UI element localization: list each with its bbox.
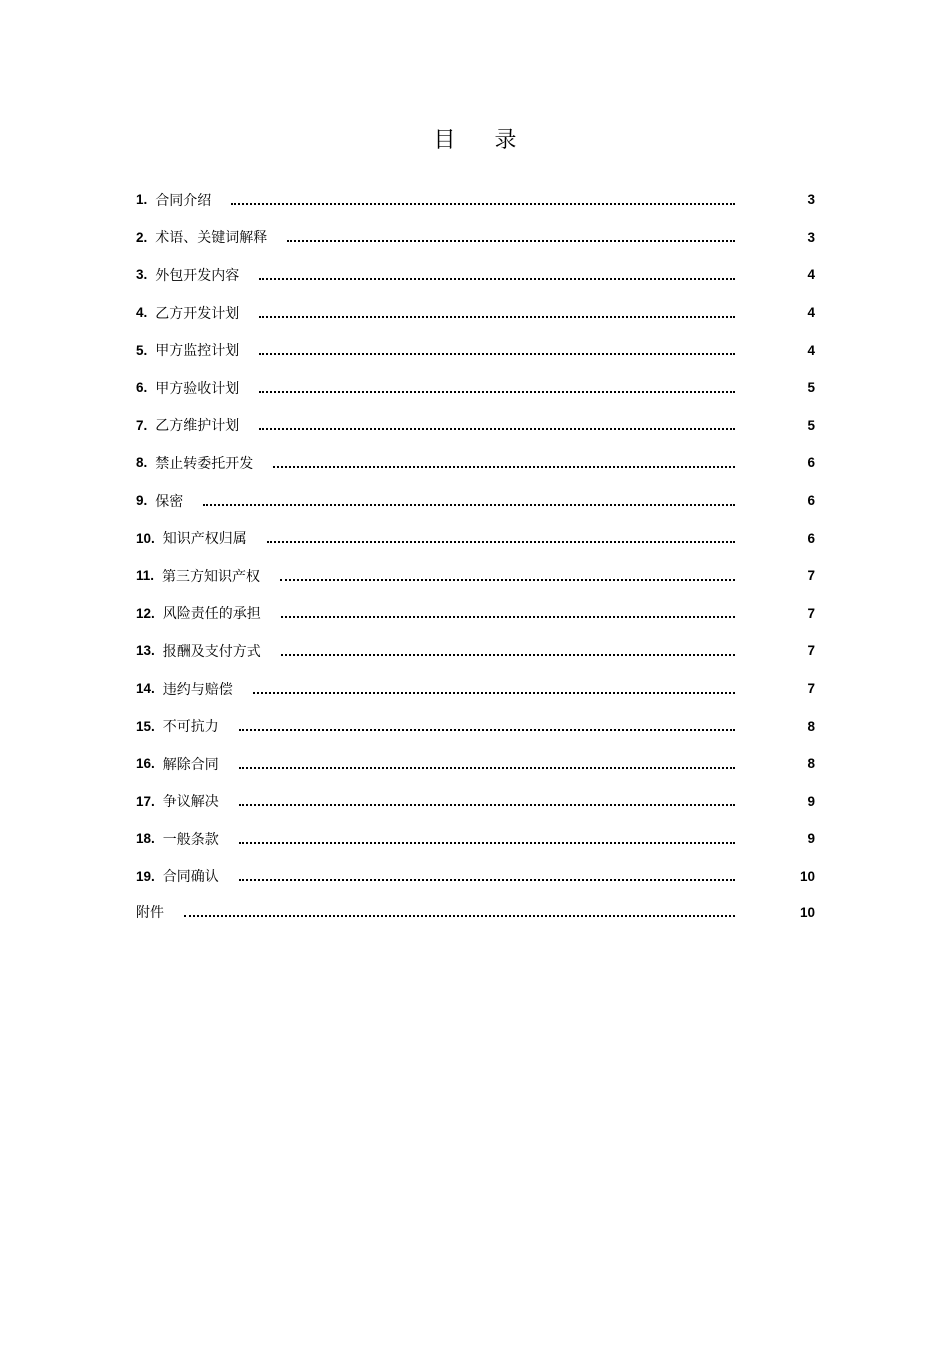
dot-leader: [259, 391, 735, 393]
toc-entry-page: 8: [807, 756, 815, 772]
toc-entry-title: 报酬及支付方式: [162, 643, 261, 660]
toc-entry-number: 7.: [136, 417, 148, 433]
toc-entry-title: 禁止转委托开发: [155, 455, 254, 472]
toc-entry-page: 8: [807, 718, 815, 734]
toc-entry-7[interactable]: [136, 407, 815, 445]
toc-entry-9[interactable]: [136, 482, 815, 520]
dot-leader: [239, 879, 735, 881]
toc-entry-page: 10: [799, 868, 815, 884]
dot-leader: [239, 767, 735, 769]
toc-entry-title: 一般条款: [162, 831, 219, 848]
dot-leader: [281, 616, 735, 618]
toc-entry-title: 术语、关键词解释: [155, 230, 268, 247]
dot-leader: [281, 654, 735, 656]
toc-entry-6[interactable]: [136, 369, 815, 407]
dot-leader: [267, 541, 735, 543]
dot-leader: [259, 428, 735, 430]
toc-entry-3[interactable]: [136, 256, 815, 294]
toc-entry-number: 3.: [136, 267, 148, 283]
toc-entry-16[interactable]: [136, 745, 815, 783]
toc-entry-11[interactable]: [136, 557, 815, 595]
toc-entry-number: 5.: [136, 342, 148, 358]
toc-entry-title: 保密: [155, 493, 184, 510]
toc-entry-page: 5: [807, 417, 815, 433]
toc-entry-number: 16.: [136, 756, 155, 772]
toc-entry-19[interactable]: [136, 858, 815, 896]
toc-entry-title: 解除合同: [162, 756, 219, 773]
toc-entry-number: 4.: [136, 305, 148, 321]
toc-entry-14[interactable]: [136, 670, 815, 708]
toc-entry-page: 4: [807, 267, 815, 283]
toc-entry-title: 甲方验收计划: [155, 380, 240, 397]
toc-entry-number: 14.: [136, 681, 155, 697]
toc-entry-title: 争议解决: [162, 794, 219, 811]
dot-leader: [231, 203, 735, 205]
toc-entry-appendix[interactable]: [136, 895, 815, 929]
toc-entry-title: 乙方开发计划: [155, 305, 240, 322]
toc-entry-title: 风险责任的承担: [162, 606, 261, 623]
toc-entry-number: 13.: [136, 643, 155, 659]
toc-entry-number: 1.: [136, 192, 148, 208]
toc-entry-number: 19.: [136, 868, 155, 884]
toc-entry-page: 4: [807, 305, 815, 321]
toc-entry-page: 7: [807, 681, 815, 697]
toc-entry-title: 不可抗力: [162, 719, 219, 736]
toc-entry-page: 9: [807, 793, 815, 809]
toc-entry-number: 9.: [136, 493, 148, 509]
toc-entry-page: 4: [807, 342, 815, 358]
toc-entry-13[interactable]: [136, 632, 815, 670]
page-title: 目 录: [433, 128, 533, 153]
toc-entry-title: 外包开发内容: [155, 267, 240, 284]
toc-entry-4[interactable]: [136, 294, 815, 332]
toc-entry-title: 合同确认: [162, 869, 219, 886]
dot-leader: [273, 466, 735, 468]
toc-entry-number: 17.: [136, 793, 155, 809]
toc-entry-5[interactable]: [136, 331, 815, 369]
toc-entry-18[interactable]: [136, 820, 815, 858]
toc-entry-title: 甲方监控计划: [155, 343, 240, 360]
toc-entry-number: 18.: [136, 831, 155, 847]
toc-entry-page: 6: [807, 455, 815, 471]
toc-entry-page: 6: [807, 530, 815, 546]
dot-leader: [287, 240, 735, 242]
toc-entry-number: 15.: [136, 718, 155, 734]
dot-leader: [253, 692, 735, 694]
toc-entry-page: 3: [807, 229, 815, 245]
toc-entry-page: 7: [807, 605, 815, 621]
toc-entry-17[interactable]: [136, 783, 815, 821]
toc-entry-number: 10.: [136, 530, 155, 546]
dot-leader: [259, 353, 735, 355]
toc-entry-title: 乙方维护计划: [155, 418, 240, 435]
toc-entry-page: 10: [799, 904, 815, 920]
toc-entry-page: 7: [807, 568, 815, 584]
dot-leader: [239, 729, 735, 731]
toc-entry-title: 附件: [136, 905, 164, 922]
toc-entry-page: 9: [807, 831, 815, 847]
toc-entry-title: 知识产权归属: [162, 531, 247, 548]
toc-entry-12[interactable]: [136, 595, 815, 633]
table-of-contents: [136, 181, 815, 929]
toc-entry-2[interactable]: [136, 219, 815, 257]
toc-entry-title: 合同介绍: [155, 192, 212, 209]
dot-leader: [280, 579, 735, 581]
dot-leader: [239, 804, 735, 806]
dot-leader: [184, 915, 735, 917]
toc-entry-title: 第三方知识产权: [162, 568, 261, 585]
toc-entry-number: 12.: [136, 605, 155, 621]
dot-leader: [203, 504, 735, 506]
toc-entry-number: 8.: [136, 455, 148, 471]
toc-entry-number: 6.: [136, 380, 148, 396]
dot-leader: [259, 278, 735, 280]
dot-leader: [259, 316, 735, 318]
dot-leader: [239, 842, 735, 844]
toc-entry-page: 6: [807, 493, 815, 509]
toc-entry-page: 7: [807, 643, 815, 659]
toc-entry-1[interactable]: [136, 181, 815, 219]
toc-entry-10[interactable]: [136, 519, 815, 557]
toc-entry-15[interactable]: [136, 707, 815, 745]
toc-entry-title: 违约与赔偿: [162, 681, 233, 698]
toc-entry-8[interactable]: [136, 444, 815, 482]
toc-entry-number: 11.: [136, 568, 155, 584]
toc-entry-page: 5: [807, 380, 815, 396]
toc-entry-number: 2.: [136, 229, 148, 245]
toc-entry-page: 3: [807, 192, 815, 208]
